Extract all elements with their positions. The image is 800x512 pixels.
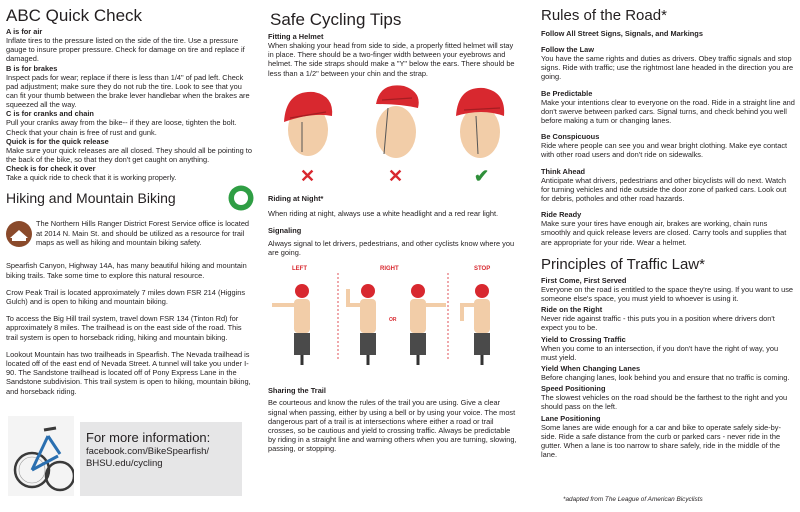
principles-title: Principles of Traffic Law* [541, 255, 705, 273]
signal-left-label: LEFT [292, 266, 307, 273]
rule-head: Ride Ready [541, 210, 582, 220]
principle-head: First Come, First Served [541, 275, 627, 285]
helmet-fit-illustrations [268, 82, 520, 194]
helmet-head-correct [444, 82, 516, 164]
safe-cycling-column [268, 6, 520, 454]
hiking-p1: Spearfish Canyon, Highway 14A, has many beautiful hiking and mountain biking trails. Take some time to explore this natural resource. [6, 261, 247, 280]
signal-right-label: RIGHT [380, 266, 399, 273]
bicycle-illustration [8, 416, 74, 496]
principle-head: Yield to Crossing Traffic [541, 334, 626, 344]
x-mark-icon: ✕ [300, 165, 316, 186]
principle-head: Lane Positioning [541, 413, 601, 423]
signal-right-rider-1 [348, 284, 376, 365]
abc-a-body: Inflate tires to the pressure listed on the side of the tire. Use a pressure gauge to insure proper pressure. Check for damage on tire and replace if damaged. [6, 36, 245, 64]
rule-body: Make your intentions clear to everyone on the road. Ride in a straight line and don't swerve between parked cars. Signal turns, and check behind you well before making a turn or changing lanes. [541, 97, 795, 126]
principle-body: Before changing lanes, look behind you and ensure that no traffic is coming. [541, 373, 790, 383]
abc-a-head: A is for air [6, 27, 43, 36]
abc-c-body: Pull your cranks away from the bike-- if they are loose, tighten the bolt. Check that your chain is free of rust and gunk. [6, 118, 237, 137]
rule-body: You have the same rights and duties as drivers. Obey traffic signals and stop signs. Ride with traffic; use the rightmost lane headed in the direction you are going. [541, 54, 794, 82]
green-circle-trail-icon [228, 185, 254, 211]
x-mark-icon: ✕ [388, 165, 404, 186]
night-head: Riding at Night* [268, 193, 324, 203]
principle-body: Never ride against traffic - this puts you in a position where drivers don't expect you to be. [541, 314, 775, 333]
trail-head: Sharing the Trail [268, 386, 326, 396]
rule-body: Make sure your tires have enough air, brakes are working, chain runs smoothly and quick release levers are closed. Carry tools and supplies that are appropriate for your ride. Wear a helmet. [541, 219, 787, 247]
bhsu-link[interactable]: BHSU.edu/cycling [86, 458, 163, 469]
abc-q-body: Make sure your quick releases are all closed. They should all be pointing to the back of the bike, so that they don't get caught on anything. [6, 145, 252, 165]
facebook-link[interactable]: facebook.com/BikeSpearfish/ [86, 446, 210, 457]
helmet-head-too-high [360, 82, 432, 164]
abc-q-head: Quick is for the quick release [6, 136, 109, 146]
helmet-body: When shaking your head from side to side, a properly fitted helmet will stay in place. There should be a two-finger width between your eyebrows and helmet. The side straps should make a "Y" below the ears. There should be less than a 1/2" between your chin and the strap. [268, 41, 515, 78]
rule-body: Anticipate what drivers, pedestrians and other bicyclists will do next. Watch for turning vehicles and ride outside the door zone of parked cars. Look out for debris, potholes and other road hazards. [541, 175, 787, 204]
hiking-p2: Crow Peak Trail is located approximately 7 miles down FSR 214 (Higgins Gulch) and is open to hiking and mountain biking. [6, 287, 246, 307]
signal-left-rider [272, 284, 310, 365]
abc-c-head: C is for cranks and chain [6, 109, 94, 119]
hiking-p4: Lookout Mountain has two trailheads in Spearfish. The Nevada trailhead is located off of the east end of Nevada Street. A tunnel will take you under I-90. The Sandstone trailhead is located off of Pony Express Lane in the Sandstone subdivision. This trail system is open to hiking, mountain biking, and horseback riding. [6, 349, 251, 396]
signal-head: Signaling [268, 226, 302, 236]
principle-body: Some lanes are wide enough for a car and bike to operate safely side-by-side. Ride a safe distance from the curb or parked cars - never ride in the gutter. When a lane is too narrow to share safely, ride in the middle of the lane. [541, 422, 781, 460]
principle-head: Speed Positioning [541, 384, 606, 394]
hiking-intro-block [6, 219, 254, 253]
signal-body: Always signal to let drivers, pedestrians, and other cyclists know where you are going. [268, 239, 515, 258]
rules-list [541, 45, 795, 247]
forest-service-icon [6, 221, 32, 247]
rule-head: Be Conspicuous [541, 132, 600, 142]
principle-head: Ride on the Right [541, 305, 603, 315]
rule-head: Think Ahead [541, 166, 586, 176]
helmet-head-too-back [272, 82, 344, 164]
helmet-head: Fitting a Helmet [268, 32, 324, 41]
rules-title: Rules of the Road* [541, 7, 667, 24]
hiking-header [6, 185, 254, 211]
principle-head: Yield When Changing Lanes [541, 364, 641, 374]
abc-b-body: Inspect pads for wear; replace if there is less than 1/4" of pad left. Check pad adjustment; make sure they do not rub the tire. Look to see that you can fit your thumb between the brake lever handlebar when the brakes are squeezed all the way. [6, 72, 250, 110]
abc-check-head: Check is for check it over [6, 164, 96, 174]
trail-body: Be courteous and know the rules of the trail you are using. Give a clear signal when passing, either by using a bell or by using your voice. The most dangerous part of a trail is at intersections where either a road or trail crosses, so be cautious and yield to crossing traffic. Always be predictable by riding in a straight line and warning others when you are turning, slowing, passing, or stopping. [268, 398, 517, 454]
hand-signal-illustrations [268, 261, 520, 371]
signal-stop-label: STOP [474, 266, 491, 273]
night-body: When riding at night, always use a white headlight and a red rear light. [268, 208, 499, 218]
rules-column [541, 6, 795, 459]
hiking-p3: To access the Big Hill trail system, travel down FSR 134 (Tinton Rd) for approximately 8 miles. The trailhead is on the east side of the road. This trail system is open to horseback riding, hiking and mountain biking. [6, 314, 242, 342]
more-info-title: For more information: [86, 430, 211, 445]
rule-head: Follow the Law [541, 45, 594, 54]
check-mark-icon: ✔ [474, 165, 490, 186]
rules-subtitle: Follow All Street Signs, Signals, and Markings [541, 29, 703, 38]
abc-b-head: B is for brakes [6, 63, 58, 73]
principle-body: Everyone on the road is entitled to the space they're using. If you want to use someone else's space, you must yield to whoever is using it. [541, 284, 794, 304]
signal-right-rider-2 [410, 284, 446, 365]
principle-body: The slowest vehicles on the road should be the farthest to the right and you should pass on the left. [541, 393, 788, 412]
principles-list [541, 276, 795, 460]
rule-body: Ride where people can see you and wear bright clothing. Make eye contact with other road users and don't ride on sidewalks. [541, 141, 788, 160]
signal-or-label: OR [389, 317, 397, 324]
rule-head: Be Predictable [541, 88, 593, 98]
footnote: *adapted from The League of American Bicyclists [563, 496, 703, 503]
more-info-box [80, 422, 242, 496]
abc-title: ABC Quick Check [6, 6, 143, 25]
hiking-intro: The Northern Hills Ranger District Forest Service office is located at 2014 N. Main St. and should be utilized as a resource for trail maps as well as hiking and mountain biking safety. [36, 219, 250, 247]
abc-column [6, 6, 254, 396]
hiking-title: Hiking and Mountain Biking [6, 190, 176, 207]
signal-stop-rider [462, 284, 490, 365]
abc-check-body: Take a quick ride to check that it is working properly. [6, 173, 177, 183]
principle-body: When you come to an intersection, if you don't have the right of way, you must yield. [541, 343, 779, 362]
safe-title: Safe Cycling Tips [270, 10, 402, 29]
